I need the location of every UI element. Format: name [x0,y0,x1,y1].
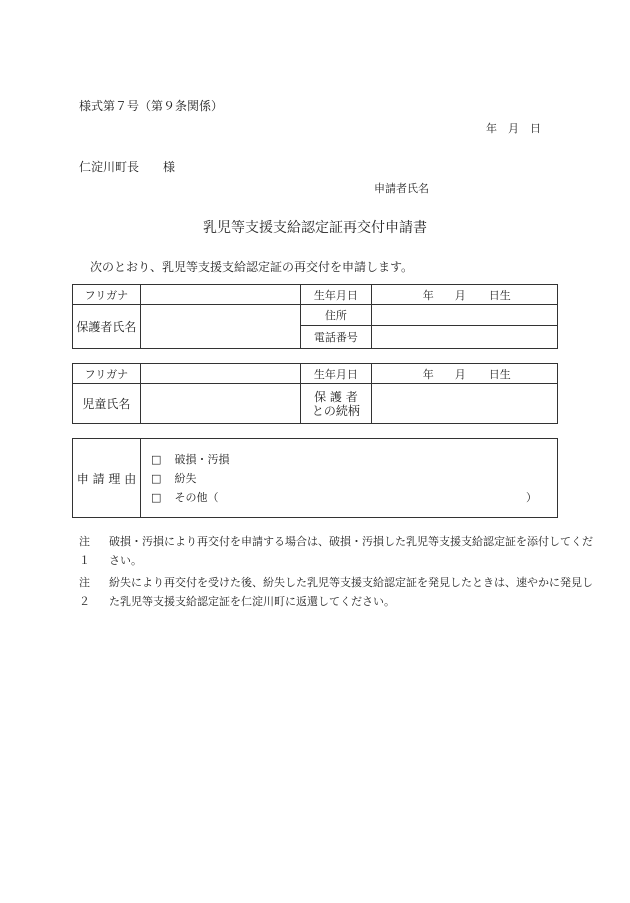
day-label: 日生 [488,367,511,381]
reason-option-other[interactable] [151,488,557,507]
child-table [72,363,558,424]
reason-table [72,438,558,518]
relation-field[interactable] [371,384,557,424]
intro-text: 次のとおり、乳児等支援支給認定証の再交付を申請します。 [90,260,414,274]
year-label: 年 [422,288,434,302]
guardian-name-label: 保護者氏名 [73,305,141,349]
guardian-furigana-field[interactable] [140,285,300,305]
relation-label-line1: 保 護 者 [314,389,358,404]
month-label: 月 [454,367,466,381]
relation-label [301,384,372,424]
date-line: 年 月 日 [486,122,541,135]
reason-option-label: 破損・汚損 [174,452,230,466]
guardian-furigana-label: フリガナ [73,285,141,305]
phone-label: 電話番号 [301,326,372,349]
form-number: 様式第７号（第９条関係） [79,99,224,113]
reason-option-damaged[interactable] [151,450,557,469]
note-text-line2: た乳児等支援支給認定証を仁淀川町に返還してください。 [109,595,395,608]
guardian-name-field[interactable] [140,305,300,349]
year-label: 年 [422,367,434,381]
relation-label-line2: との続柄 [311,403,360,418]
child-birthdate-label: 生年月日 [301,364,372,384]
reason-options [141,439,558,518]
reason-option-label: 紛失 [174,471,197,485]
addressee: 仁淀川町長 様 [79,160,176,174]
guardian-birthdate-label: 生年月日 [301,285,372,305]
phone-field[interactable] [371,326,557,349]
address-label: 住所 [301,305,372,326]
checkbox-icon[interactable]: □ [151,471,162,485]
checkbox-icon[interactable]: □ [151,490,162,504]
guardian-table [72,284,558,349]
note-marker: 注１ [79,535,90,567]
child-furigana-label: フリガナ [73,364,141,384]
note-text-line1: 破損・汚損により再交付を申請する場合は、破損・汚損した乳児等支援支給認定証を添付してくだ [109,535,593,548]
note-text-line1: 紛失により再交付を受けた後、紛失した乳児等支援支給認定証を発見したときは、速やかに発見し [109,576,593,589]
reason-option-label: その他（ [174,490,219,504]
child-name-label: 児童氏名 [73,384,141,424]
close-paren: ） [526,490,537,504]
applicant-name-label: 申請者氏名 [374,182,429,195]
address-field[interactable] [371,305,557,326]
month-label: 月 [454,288,466,302]
day-label: 日生 [488,288,511,302]
reason-label: 申 請 理 由 [73,439,141,518]
child-furigana-field[interactable] [140,364,300,384]
checkbox-icon[interactable]: □ [151,452,162,466]
reason-option-lost[interactable] [151,469,557,488]
child-birthdate-field[interactable] [371,364,557,384]
document-title: 乳児等支援支給認定証再交付申請書 [203,220,427,236]
guardian-birthdate-field[interactable] [371,285,557,305]
note-marker: 注２ [79,576,90,608]
note-text-line2: さい。 [109,554,142,567]
child-name-field[interactable] [140,384,300,424]
